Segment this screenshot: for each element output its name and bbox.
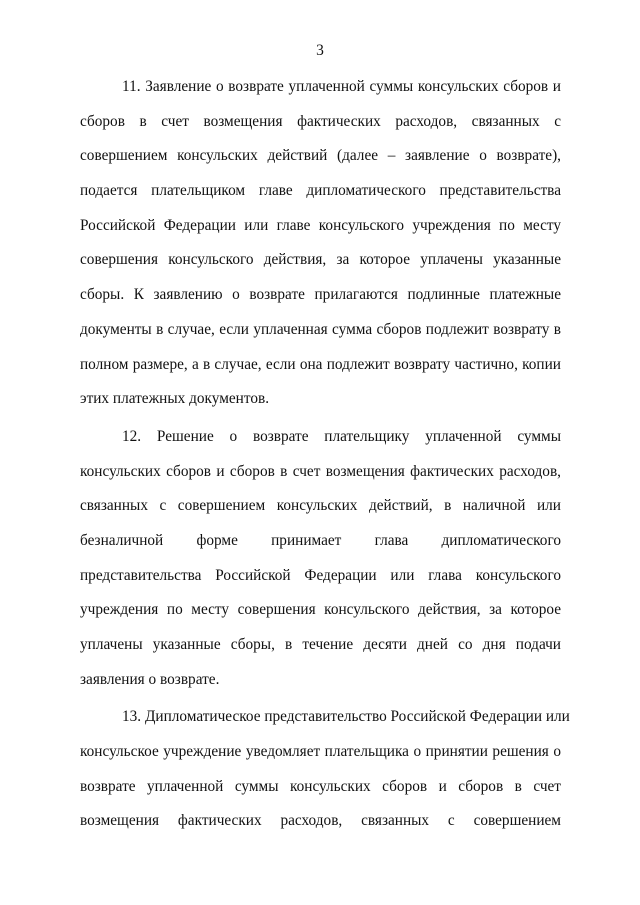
text-line: возмещения фактических расходов, связанных с совершением xyxy=(80,812,561,830)
paragraph-12 xyxy=(80,420,561,698)
text-line: подается плательщиком главе дипломатического представительства xyxy=(80,182,561,200)
paragraph-11 xyxy=(80,70,561,417)
text-line: сборов в счет возмещения фактических расходов, связанных с xyxy=(80,112,561,130)
text-line: документы в случае, если уплаченная сумма сборов подлежит возврату в xyxy=(80,320,561,338)
text-line: 13. Дипломатическое представительство Российской Федерации или xyxy=(122,708,570,726)
text-line: совершением консульских действий (далее – заявление о возврате), xyxy=(80,147,561,165)
text-line: Российской Федерации или главе консульского учреждения по месту xyxy=(80,216,561,234)
text-line: 11. Заявление о возврате уплаченной суммы консульских сборов и xyxy=(122,78,561,95)
text-line: безналичной форме принимает глава дипломатического xyxy=(80,531,561,549)
paragraph-13 xyxy=(80,700,570,839)
text-line: консульское учреждение уведомляет плательщика о принятии решения о xyxy=(80,743,561,761)
page-number: 3 xyxy=(316,42,324,59)
text-line: представительства Российской Федерации или глава консульского xyxy=(80,566,561,584)
text-line: возврате уплаченной суммы консульских сборов и сборов в счет xyxy=(80,777,561,795)
text-line: учреждения по месту совершения консульского действия, за которое xyxy=(80,601,561,619)
text-line: сборы. К заявлению о возврате прилагаются подлинные платежные xyxy=(80,286,561,304)
text-line: консульских сборов и сборов в счет возмещения фактических расходов, xyxy=(80,462,561,480)
text-line: заявления о возврате. xyxy=(80,670,220,688)
text-line: связанных с совершением консульских действий, в наличной или xyxy=(80,497,561,515)
text-line: полном размере, а в случае, если она подлежит возврату частично, копии xyxy=(80,355,561,373)
text-line: совершения консульского действия, за которое уплачены указанные xyxy=(80,251,561,269)
text-line: этих платежных документов. xyxy=(80,390,270,408)
document-body xyxy=(80,70,570,839)
text-line: 12. Решение о возврате плательщику уплаченной суммы xyxy=(122,427,561,445)
text-line: уплачены указанные сборы, в течение десяти дней со дня подачи xyxy=(80,636,561,653)
